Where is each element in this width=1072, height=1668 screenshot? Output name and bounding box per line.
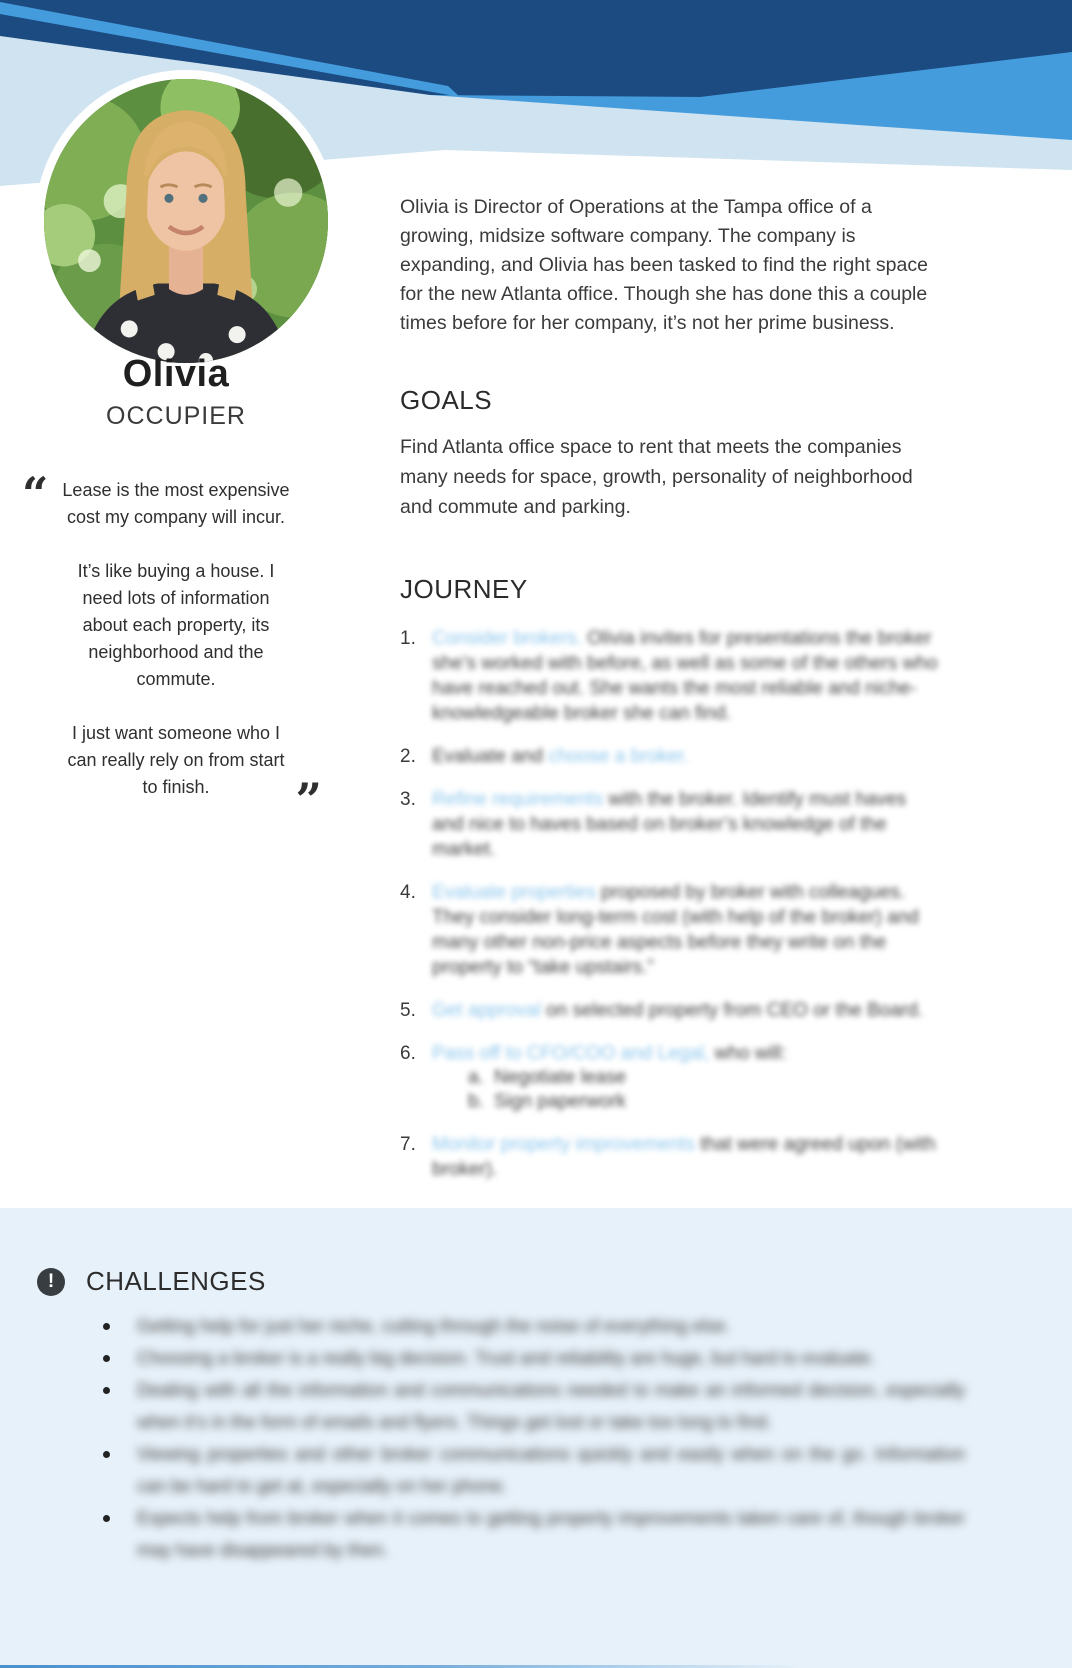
journey-link[interactable]: Get approval [432,1000,541,1021]
journey-item-text: Monitor property improvements that were agreed upon (with broker). [432,1134,936,1180]
quote-paragraph: I just want someone who I can really rely on from start to finish. [67,723,285,797]
challenge-item: Dealing with all the information and communications needed to make an informed decision, especially when it’s in the form of emails and flyers. Things get lost or take too long to find. [103,1374,965,1438]
journey-item-text: Consider brokers. Olivia invites for presentations the broker she’s worked with before, as well as some of the others who have reached out. She wants the most reliable and niche-knowledgeable broker she can find. [432,628,938,724]
left-column [22,353,327,828]
journey-item-text: Get approval on selected property from CEO or the Board. [432,1000,924,1021]
journey-link[interactable]: Evaluate properties [432,882,596,903]
journey-link[interactable]: choose a broker. [548,746,689,767]
quote-paragraph: Lease is the most expensive cost my company will incur. [62,480,290,527]
bullet-dot [103,1323,110,1330]
challenge-item: Choosing a broker is a really big decision. Trust and reliability are huge, but hard to evaluate. [103,1342,965,1374]
close-quote-mark: ” [295,773,322,827]
journey-item-number: 5. [400,1000,416,1021]
journey-item-number: 3. [400,789,416,810]
goals-heading: GOALS [400,385,493,415]
challenges-header [37,1266,266,1297]
challenges-section [0,1208,1072,1668]
right-column [400,193,940,1200]
journey-item-3 [400,787,940,862]
journey-item-text: Refine requirements with the broker. Identify must haves and nice to haves based on broker’s knowledge of the market. [432,789,907,860]
journey-item-number: 7. [400,1134,416,1155]
journey-item-4 [400,880,940,980]
challenge-item: Getting help for just her niche, cutting through the noise of everything else. [103,1310,965,1342]
journey-link[interactable]: Monitor property improvements [432,1134,695,1155]
persona-role: OCCUPIER [106,402,246,430]
journey-subitem-b: b. Sign paperwork [468,1091,627,1112]
journey-item-number: 1. [400,628,416,649]
journey-item-2 [400,744,940,769]
journey-list [400,626,940,1182]
challenge-item: Viewing properties and other broker communications quickly and easily when on the go. Information can be hard to get at, especially on her phone. [103,1438,965,1502]
bullet-dot [103,1355,110,1362]
challenges-heading: CHALLENGES [86,1266,266,1296]
challenge-item: Expects help from broker when it comes to getting property improvements taken care of, though broker may have disappeared by then. [103,1502,965,1566]
journey-item-text: Pass off to CFO/COO and Legal, who will: a. Negotiate lease b. Sign paperwork [432,1041,938,1114]
journey-heading: JOURNEY [400,574,528,604]
bio-text: Olivia is Director of Operations at the Tampa office of a growing, midsize software company. The company is expanding, and Olivia has been tasked to find the right space for the new Atlanta office. Though she has done this a couple times before for her company, it’s not her prime business. [400,196,928,334]
quote-block [22,467,322,827]
journey-item-number: 4. [400,882,416,903]
challenges-list [103,1310,965,1566]
journey-item-number: 2. [400,746,416,767]
goals-text: Find Atlanta office space to rent that meets the companies many needs for space, growth, personality of neighborhood and commute and parking. [400,436,913,518]
journey-item-5 [400,998,940,1023]
open-quote-mark: “ [22,467,49,521]
journey-item-text: Evaluate properties proposed by broker with colleagues. They consider long-term cost (with help of the broker) and many other non-price aspects before they write on the property to “take upstairs.” [432,882,919,978]
journey-item-number: 6. [400,1043,416,1064]
journey-link[interactable]: Pass off to CFO/COO and Legal, [432,1043,710,1064]
bullet-dot [103,1451,110,1458]
journey-subitem-a: a. Negotiate lease [468,1067,627,1088]
quote-paragraph: It’s like buying a house. I need lots of information about each property, its neighborhood and the commute. [77,561,275,689]
exclamation-icon: ! [37,1268,65,1296]
journey-item-7 [400,1132,940,1182]
persona-name: Olivia [122,353,230,395]
journey-item-1 [400,626,940,726]
portrait-illustration [44,79,328,363]
journey-link[interactable]: Consider brokers. [432,628,582,649]
journey-item-text: Evaluate and choose a broker. [432,746,689,767]
profile-photo [35,70,337,372]
bullet-dot [103,1387,110,1394]
journey-item-6 [400,1041,940,1114]
bullet-dot [103,1515,110,1522]
journey-link[interactable]: Refine requirements [432,789,604,810]
journey-sublist [432,1066,938,1114]
